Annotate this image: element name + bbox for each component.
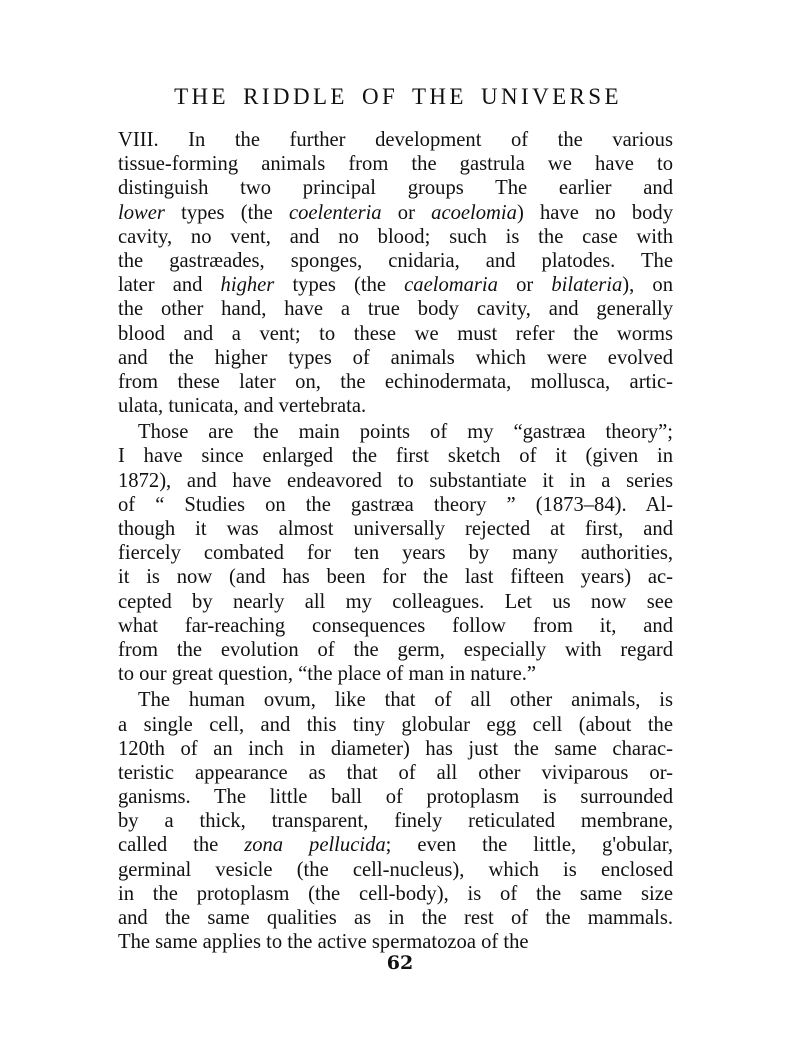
text-line xyxy=(118,394,673,418)
text-line xyxy=(118,713,673,737)
text-run: types (the xyxy=(274,274,405,297)
text-run: later and xyxy=(118,274,221,297)
text-line xyxy=(118,930,673,954)
text-line xyxy=(118,688,673,712)
italic-term: lower xyxy=(118,201,165,224)
paragraph xyxy=(118,420,673,686)
text-run: or xyxy=(497,274,552,297)
text-run: by a thick, transparent, finely reticulated membrane, xyxy=(118,810,673,833)
text-line xyxy=(118,541,673,565)
text-line xyxy=(118,882,673,906)
text-line xyxy=(118,469,673,493)
text-line xyxy=(118,662,673,686)
text-run: tissue-forming animals from the gastrula we have to xyxy=(118,153,673,176)
text-line xyxy=(118,444,673,468)
text-line xyxy=(118,297,673,321)
text-run: ), on xyxy=(622,274,674,297)
text-line xyxy=(118,420,673,444)
text-line xyxy=(118,906,673,930)
text-run: ; even the little, g'obular, xyxy=(385,834,673,857)
text-line xyxy=(118,273,673,297)
text-run: ganisms. The little ball of protoplasm is surrounded xyxy=(118,786,673,809)
text-run: in the protoplasm (the cell-body), is of the same size xyxy=(118,882,673,905)
italic-term: caelomaria xyxy=(404,274,498,297)
paragraph xyxy=(118,688,673,954)
text-line xyxy=(118,761,673,785)
text-run: what far-reaching consequences follow from it, and xyxy=(118,614,673,637)
text-run: and the higher types of animals which were evolved xyxy=(118,346,673,369)
italic-term: zona pellucida xyxy=(244,834,386,857)
text-line xyxy=(118,346,673,370)
text-line xyxy=(118,225,673,249)
text-line xyxy=(118,249,673,273)
italic-term: higher xyxy=(220,274,275,297)
text-run: germinal vesicle (the cell-nucleus), which is enclosed xyxy=(118,858,673,881)
text-run: 1872), and have endeavored to substantiate it in a series xyxy=(118,469,673,492)
text-line xyxy=(118,737,673,761)
text-line xyxy=(118,152,673,176)
text-line xyxy=(118,614,673,638)
text-run: the gastræades, sponges, cnidaria, and platodes. The xyxy=(118,249,673,272)
text-run: from these later on, the echinodermata, mollusca, artic- xyxy=(118,370,673,393)
text-line xyxy=(118,785,673,809)
text-run: the other hand, have a true body cavity, and generally xyxy=(118,298,673,321)
text-line xyxy=(118,322,673,346)
text-run: though it was almost universally rejected at first, and xyxy=(118,518,673,540)
text-run: cavity, no vent, and no blood; such is the case with xyxy=(118,225,673,248)
text-run: VIII. In the further development of the various xyxy=(118,129,673,151)
paragraph xyxy=(118,128,673,418)
text-run: types (the xyxy=(164,201,289,224)
text-line xyxy=(118,809,673,833)
page-number: 62 xyxy=(386,952,414,974)
text-run: to our great question, “the place of man in nature.” xyxy=(118,663,537,686)
text-run: it is now (and has been for the last fifteen years) ac- xyxy=(118,566,673,589)
text-run: The human ovum, like that of all other animals, is xyxy=(138,689,673,712)
text-line xyxy=(118,517,673,541)
text-run: called the xyxy=(118,834,245,857)
text-line xyxy=(118,176,673,200)
italic-term: coelenteria xyxy=(288,201,382,224)
italic-term: bilateria xyxy=(551,274,623,297)
text-line xyxy=(118,833,673,857)
running-head: THE RIDDLE OF THE UNIVERSE xyxy=(174,84,622,109)
text-run: teristic appearance as that of all other viviparous or- xyxy=(118,761,673,784)
italic-term: acoelomia xyxy=(431,201,517,224)
text-run: blood and a vent; to these we must refer the worms xyxy=(118,322,673,345)
text-run: I have since enlarged the first sketch of it (given in xyxy=(118,445,673,468)
text-run: a single cell, and this tiny globular egg cell (about the xyxy=(118,713,673,736)
text-run: fiercely combated for ten years by many authorities, xyxy=(118,542,673,565)
text-run: of “ Studies on the gastræa theory ” (1873–84). Al- xyxy=(118,493,673,516)
body-text xyxy=(118,128,673,954)
text-line xyxy=(118,128,673,152)
text-line xyxy=(118,201,673,225)
text-line xyxy=(118,565,673,589)
text-line xyxy=(118,858,673,882)
text-run: or xyxy=(381,201,432,224)
text-line xyxy=(118,370,673,394)
text-run: The same applies to the active spermatozoa of the xyxy=(118,931,529,954)
text-line xyxy=(118,590,673,614)
text-run: Those are the main points of my “gastræa theory”; xyxy=(138,421,673,444)
text-run: cepted by nearly all my colleagues. Let us now see xyxy=(118,590,673,613)
text-run: ) have no body xyxy=(516,201,674,224)
text-run: 120th of an inch in diameter) has just the same charac- xyxy=(118,737,673,760)
text-run: ulata, tunicata, and vertebrata. xyxy=(118,395,367,418)
text-run: and the same qualities as in the rest of the mammals. xyxy=(118,907,673,929)
text-run: from the evolution of the germ, especially with regard xyxy=(118,638,673,661)
text-line xyxy=(118,493,673,517)
text-line xyxy=(118,638,673,662)
text-run: distinguish two principal groups The earlier and xyxy=(118,177,673,200)
